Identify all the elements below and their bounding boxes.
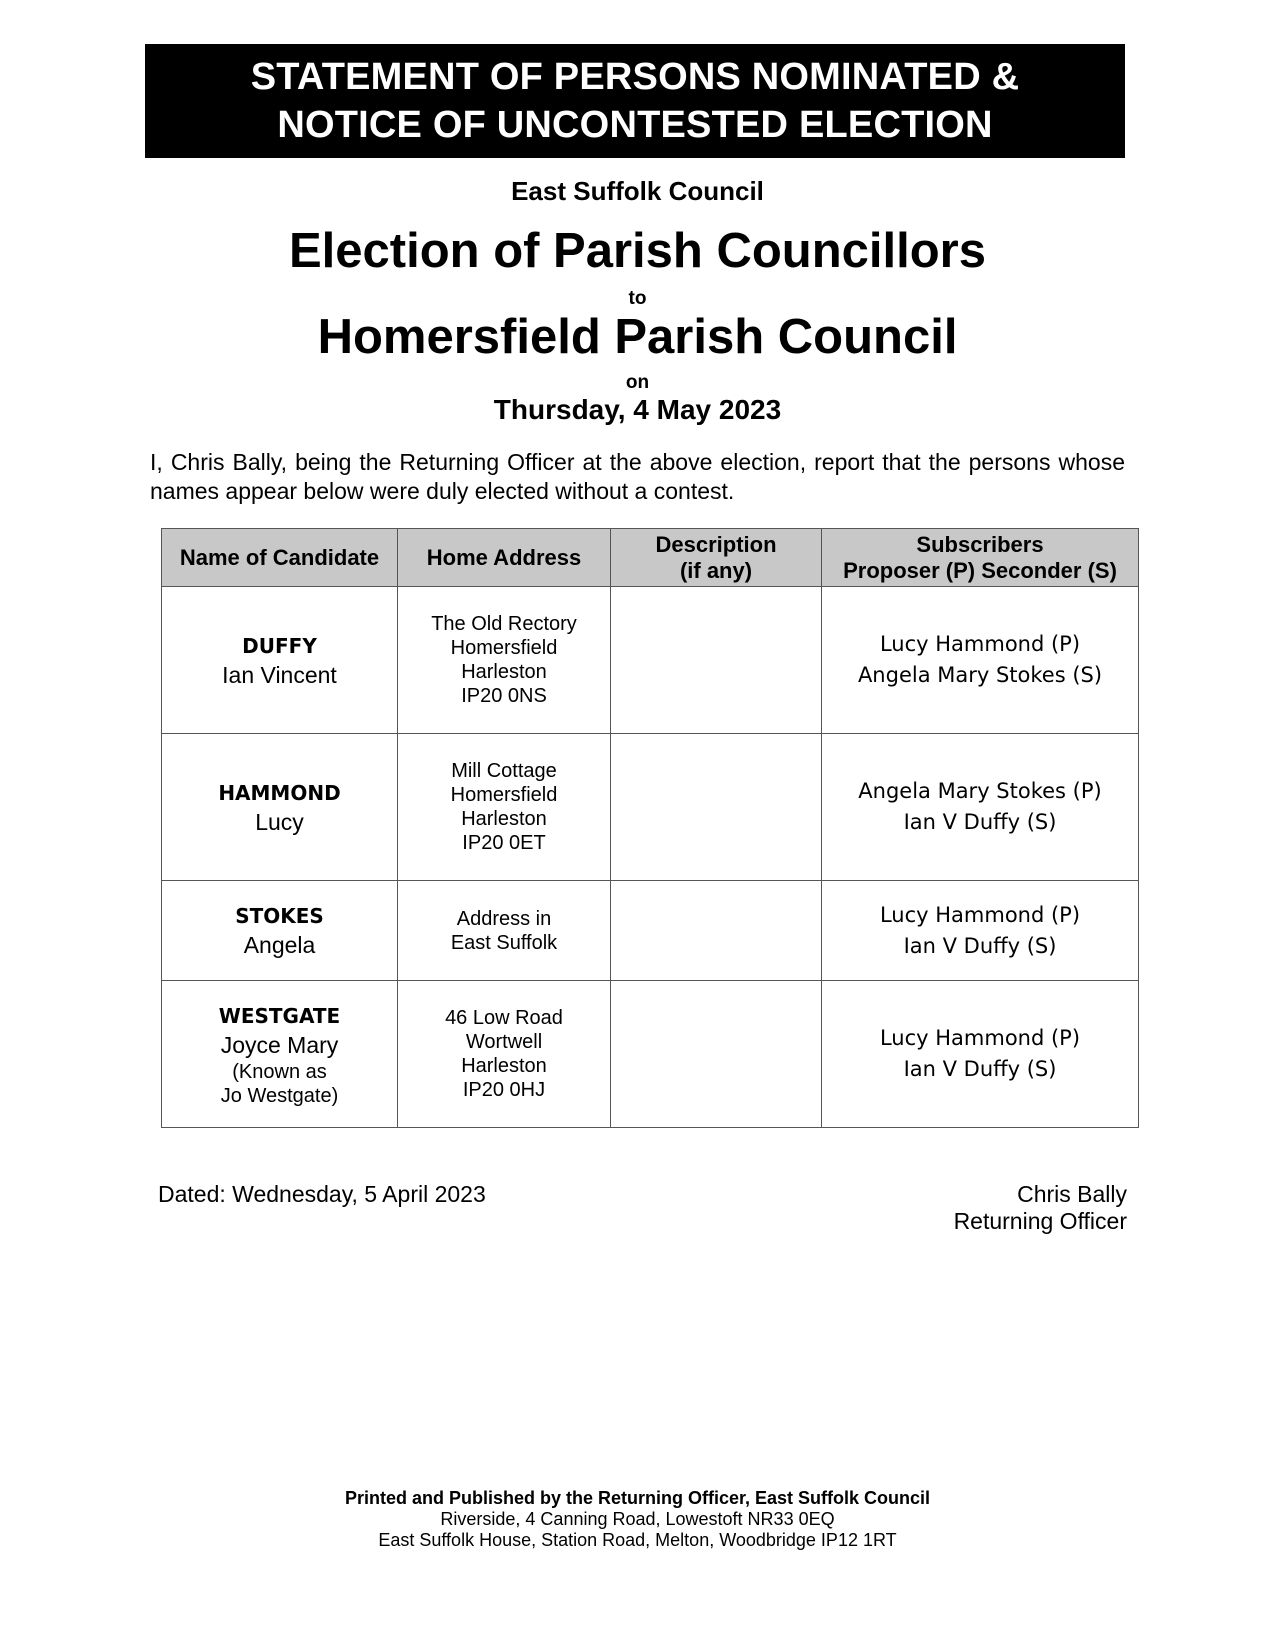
address-line: The Old Rectory (431, 613, 577, 635)
officer-title: Returning Officer (953, 1208, 1127, 1234)
header-description-line-1: Description (655, 531, 777, 557)
council-name: East Suffolk Council (511, 176, 764, 206)
address-line: 46 Low Road (445, 1007, 563, 1029)
election-date: Thursday, 4 May 2023 (493, 394, 782, 425)
candidate-subscribers-cell (822, 587, 1139, 734)
header-subscribers (822, 529, 1139, 587)
candidates-table (161, 528, 1139, 1128)
seconder: Angela Mary Stokes (S) (857, 663, 1103, 687)
candidate-name-cell (162, 981, 398, 1128)
dated-line: Dated: Wednesday, 5 April 2023 (158, 1181, 486, 1207)
table-row (162, 734, 1139, 881)
banner-line-2: NOTICE OF UNCONTESTED ELECTION (277, 104, 993, 146)
officer-signature-block (954, 1181, 1127, 1235)
address-line: IP20 0HJ (462, 1079, 546, 1101)
to-connector: to (628, 288, 647, 309)
candidate-known-as-1: (Known as (232, 1060, 327, 1083)
header-name-label: Name of Candidate (179, 544, 380, 570)
candidate-forenames: Lucy (255, 808, 304, 835)
candidate-surname: STOKES (235, 904, 324, 928)
table-header-row (162, 529, 1139, 587)
intro-paragraph: I, Chris Bally, being the Returning Officer at the above election, report that the persons whose names appear below were duly elected without a contest. (150, 449, 1125, 504)
table-row (162, 981, 1139, 1128)
address-line: Harleston (461, 1055, 547, 1077)
candidate-forenames: Joyce Mary (220, 1031, 339, 1058)
table-row (162, 881, 1139, 981)
candidate-surname: DUFFY (242, 633, 317, 658)
header-subscribers-line-1: Subscribers (916, 531, 1044, 557)
address-line: Wortwell (465, 1031, 543, 1053)
footer-address-1: Riverside, 4 Canning Road, Lowestoft NR33 0EQ (440, 1509, 835, 1529)
header-description (611, 529, 822, 587)
candidate-subscribers-cell (822, 981, 1139, 1128)
footer-published-by: Printed and Published by the Returning Officer, East Suffolk Council (344, 1488, 931, 1508)
officer-name: Chris Bally (1017, 1181, 1127, 1207)
candidate-address-cell (398, 981, 611, 1128)
candidate-forenames: Ian Vincent (222, 661, 337, 688)
candidate-surname: HAMMOND (218, 780, 341, 805)
notice-banner (145, 44, 1125, 158)
address-line: Harleston (461, 808, 547, 830)
proposer: Lucy Hammond (P) (879, 1026, 1081, 1050)
parish-name: Homersfield Parish Council (317, 310, 958, 364)
address-line: IP20 0NS (461, 685, 547, 707)
candidate-name-cell (162, 881, 398, 981)
candidate-address-cell (398, 881, 611, 981)
banner-line-1: STATEMENT OF PERSONS NOMINATED & (250, 56, 1020, 98)
header-address (398, 529, 611, 587)
candidate-address-cell (398, 734, 611, 881)
candidate-description-cell (611, 587, 822, 734)
candidate-address-cell (398, 587, 611, 734)
candidate-known-as-2: Jo Westgate) (220, 1084, 339, 1107)
seconder: Ian V Duffy (S) (903, 810, 1057, 834)
candidate-surname: WESTGATE (218, 1003, 341, 1028)
header-name (162, 529, 398, 587)
candidate-forenames: Angela (243, 932, 316, 958)
candidate-name-cell (162, 734, 398, 881)
seconder: Ian V Duffy (S) (903, 1057, 1057, 1081)
candidate-description-cell (611, 981, 822, 1128)
address-line: Address in (456, 907, 552, 930)
candidate-name-cell (162, 587, 398, 734)
candidate-description-cell (611, 881, 822, 981)
candidate-description-cell (611, 734, 822, 881)
table-row (162, 587, 1139, 734)
candidate-subscribers-cell (822, 881, 1139, 981)
address-line: East Suffolk (450, 931, 558, 954)
on-connector: on (625, 372, 650, 393)
seconder: Ian V Duffy (S) (903, 933, 1057, 958)
address-line: IP20 0ET (462, 832, 546, 854)
address-line: Homersfield (450, 784, 558, 806)
proposer: Lucy Hammond (P) (879, 902, 1081, 927)
header-description-line-2: (if any) (679, 557, 753, 583)
address-line: Harleston (461, 661, 547, 683)
footer-address-2: East Suffolk House, Station Road, Melton, Woodbridge IP12 1RT (378, 1530, 897, 1550)
proposer: Lucy Hammond (P) (879, 632, 1081, 656)
address-line: Mill Cottage (451, 760, 557, 782)
proposer: Angela Mary Stokes (P) (858, 779, 1102, 803)
address-line: Homersfield (450, 637, 558, 659)
candidate-subscribers-cell (822, 734, 1139, 881)
header-address-label: Home Address (426, 544, 582, 570)
election-title: Election of Parish Councillors (288, 224, 986, 278)
header-subscribers-line-2: Proposer (P) Seconder (S) (843, 557, 1117, 583)
footer-imprint (0, 1488, 1275, 1551)
